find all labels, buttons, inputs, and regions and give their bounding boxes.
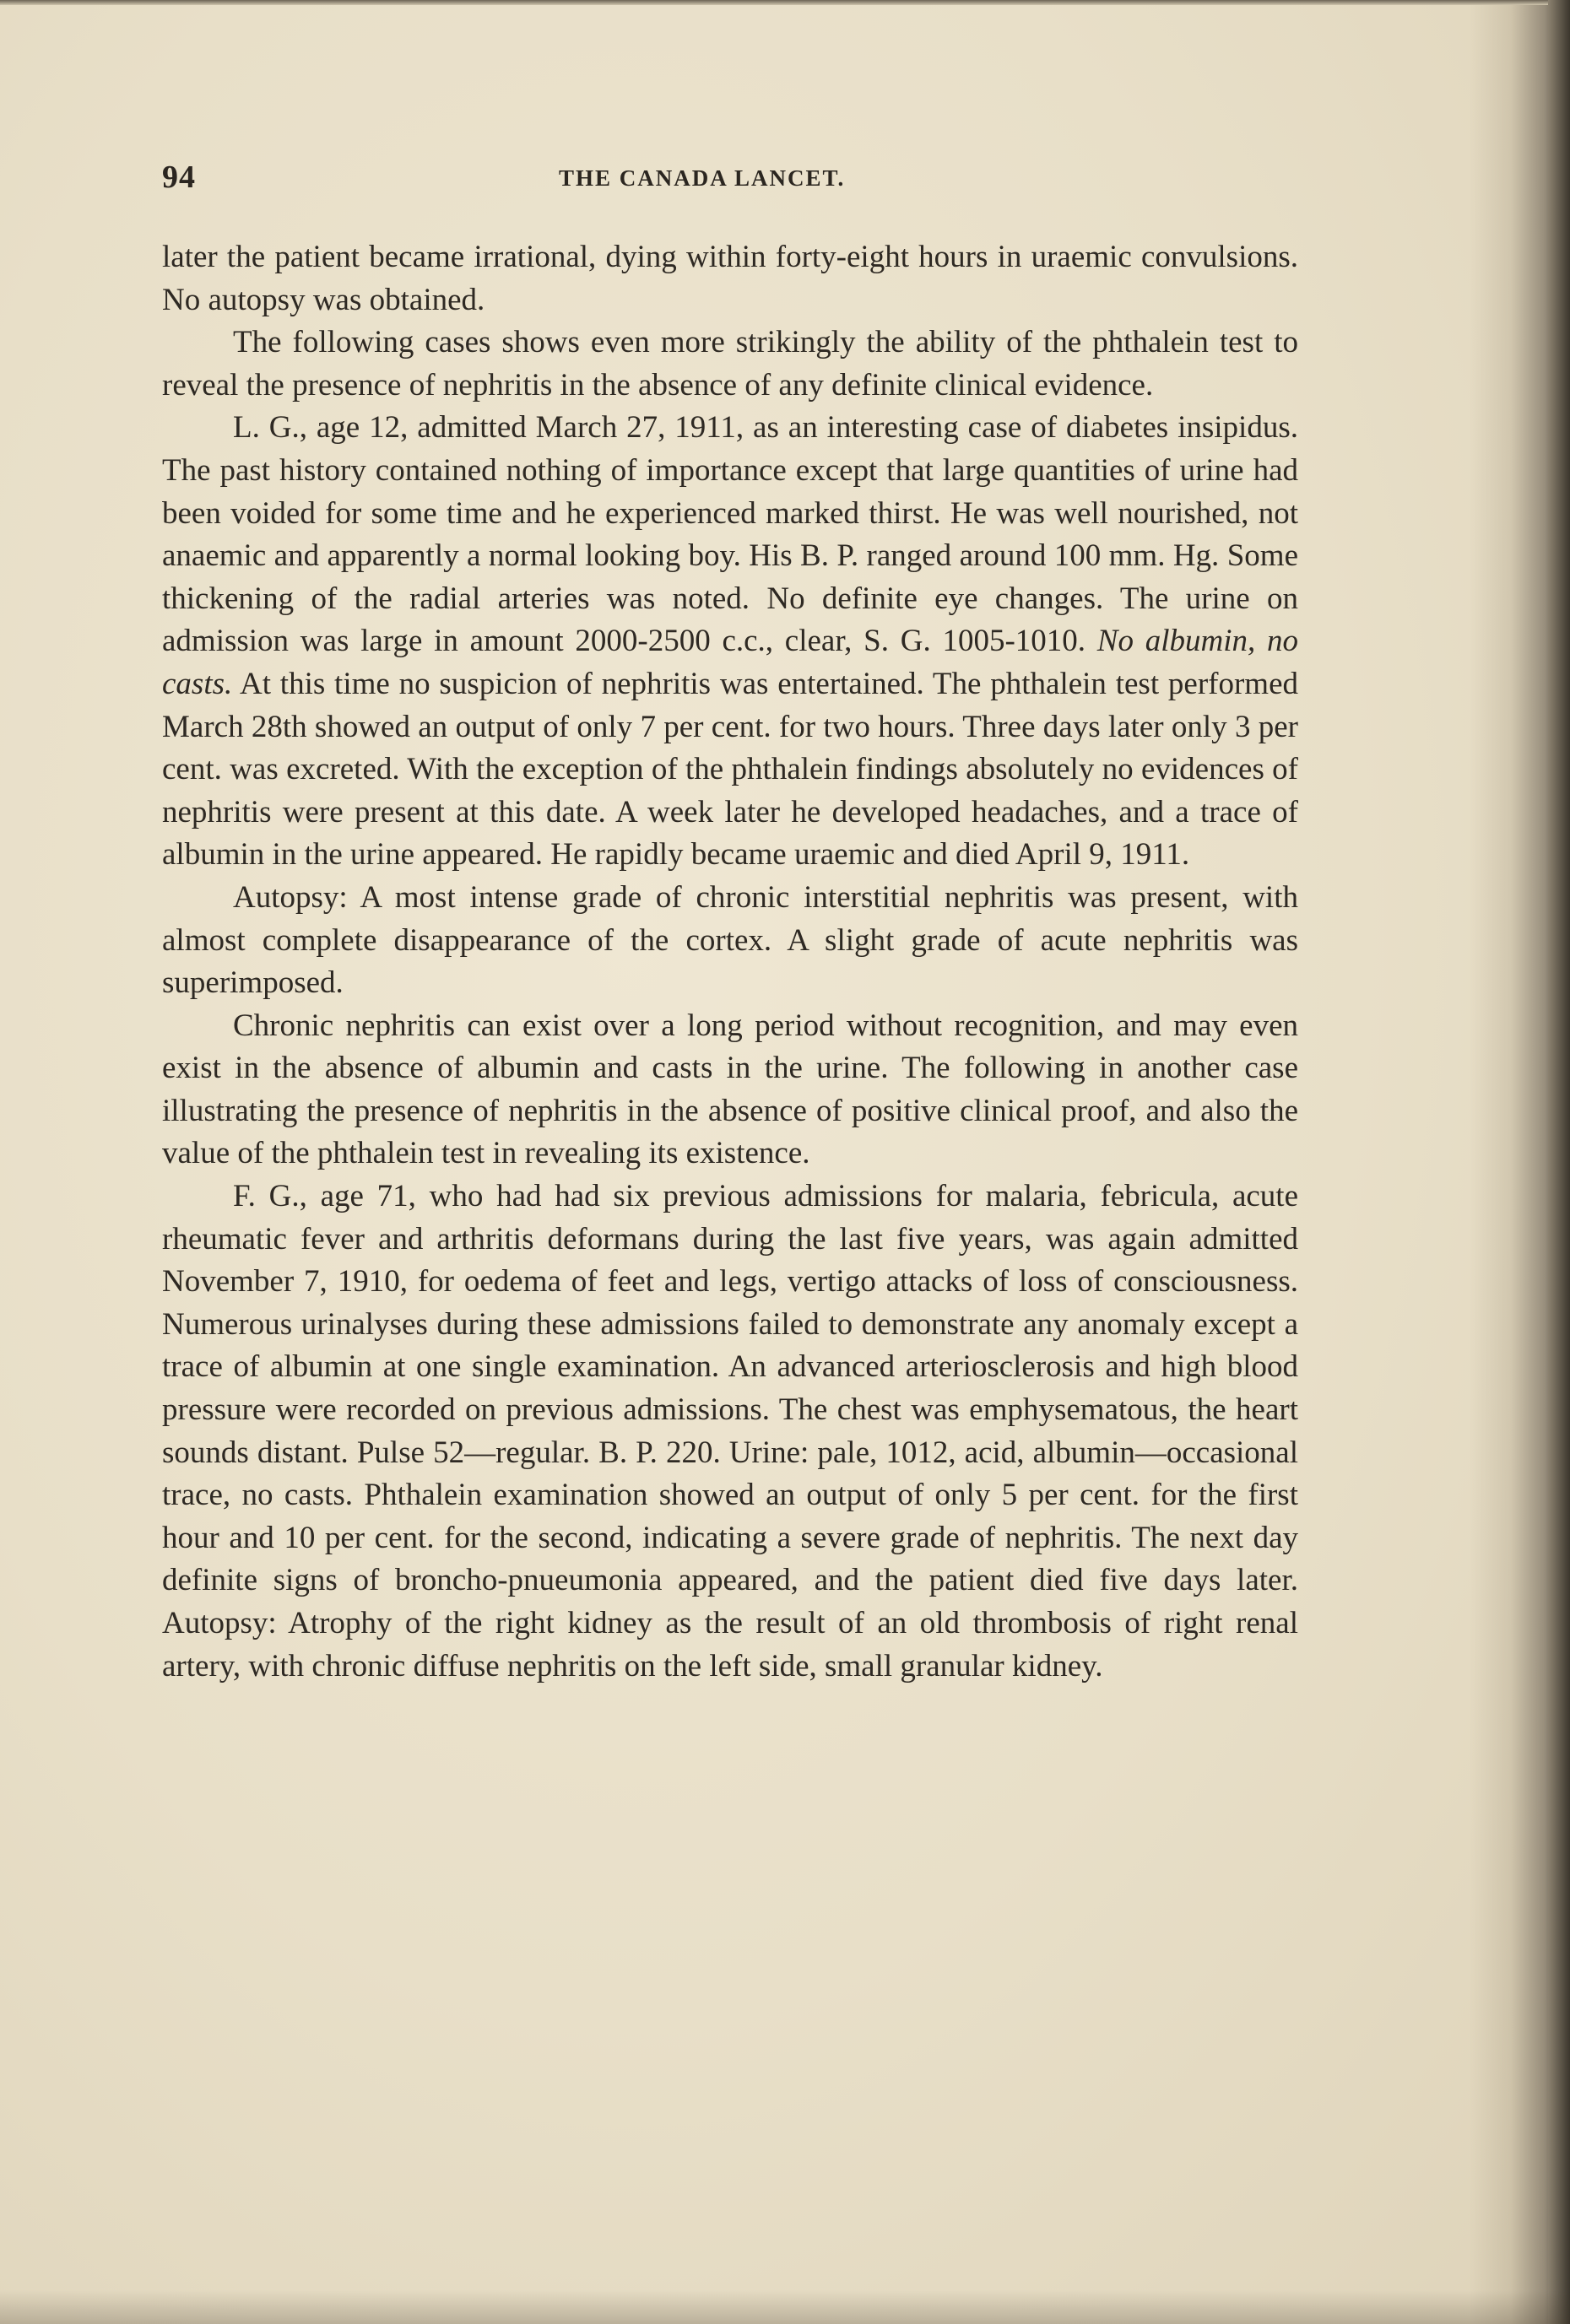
paragraph-chronic-nephritis: Chronic nephritis can exist over a long period without recognition, and may even exist in the absence of albumin and casts in the urine. The following in another case illustrating the presence of nephritis in the absence of positive clinical proof, and also the value of the phthalein test in revealing its existence. [162, 1008, 1298, 1171]
running-head [162, 159, 1293, 199]
case-lg-text-after: At this time no suspicion of nephritis was entertained. The phthalein test performed March 28th showed an output of only 7 per cent. for two hours. Three days later only 3 per cent. was excreted. With the exception of the phthalein findings absolutely no evidences of nephritis were present at this date. A week later he developed headaches, and a trace of albumin in the urine appeared. He rapidly became uraemic and died April 9, 1911. [162, 666, 1298, 873]
paragraph-case-fg: F. G., age 71, who had had six previous admissions for malaria, febricula, acute rheumatic fever and arthritis deformans during the last five years, was again admitted November 7, 1910, for oedema of feet and legs, vertigo attacks of loss of consciousness. Numerous urinalyses during these admissions failed to demonstrate any anomaly except a trace of albumin at one single examination. An advanced arteriosclerosis and high blood pressure were recorded on previous admissions. The chest was emphysematous, the heart sounds distant. Pulse 52—regular. B. P. 220. Urine: pale, 1012, acid, albumin—occasional trace, no casts. Phthalein examination showed an output of only 5 per cent. for the first hour and 10 per cent. for the second, indicating a severe grade of nephritis. The next day definite signs of broncho-pnueumonia appeared, and the patient died five days later. Autopsy: Atrophy of the right kidney as the result of an old thrombosis of right renal artery, with chronic diffuse nephritis on the left side, small granular kidney. [162, 1179, 1298, 1684]
page-top-edge [0, 0, 1570, 5]
page-binding-edge [1548, 0, 1570, 2324]
case-lg-italic-note: No albumin, no casts. [162, 624, 1299, 701]
journal-title: THE CANADA LANCET. [559, 165, 846, 191]
paragraph-continuation: later the patient became irrational, dying within forty-eight hours in uraemic convulsions. No autopsy was obtained. [162, 240, 1298, 317]
article-body [162, 236, 1298, 1688]
page-bottom-shadow [0, 2290, 1570, 2324]
page-number: 94 [162, 159, 196, 195]
paragraph-following-cases: The following cases shows even more strikingly the ability of the phthalein test to reveal the presence of nephritis in the absence of any definite clinical evidence. [162, 325, 1298, 403]
paragraph-case-lg [162, 407, 1298, 877]
paragraph-autopsy-lg: Autopsy: A most intense grade of chronic interstitial nephritis was present, with almost complete disappearance of the cortex. A slight grade of acute nephritis was superimposed. [162, 879, 1298, 1001]
case-lg-text-before: L. G., age 12, admitted March 27, 1911, as an interesting case of diabetes insipidus. The past history contained nothing of importance except that large quantities of urine had been voided for some time and he experienced marked thirst. He was well nourished, not anaemic and apparently a normal looking boy. His B. P. ranged around 100 mm. Hg. Some thickening of the radial arteries was noted. No definite eye changes. The urine on admission was large in amount 2000-2500 c.c., clear, S. G. 1005-1010. [162, 410, 1298, 659]
